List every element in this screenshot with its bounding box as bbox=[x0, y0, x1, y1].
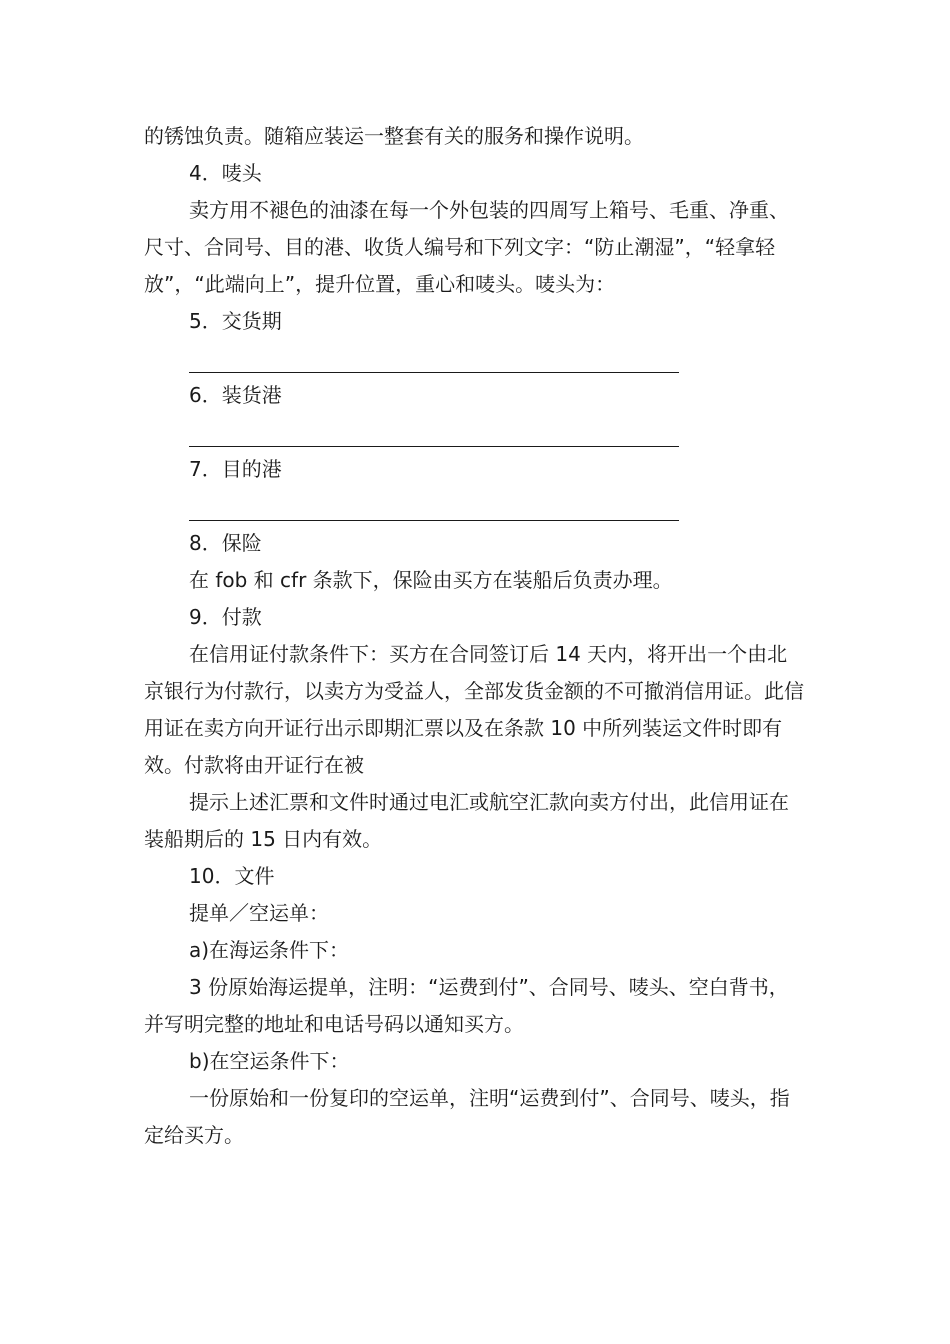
blank-fill-line bbox=[189, 340, 679, 377]
heading-destination-port: 7．目的港 bbox=[189, 457, 282, 481]
paragraph-shipping-marks: 卖方用不褪色的油漆在每一个外包装的四周写上箱号、毛重、净重、尺寸、合同号、目的港、收货人编号和下列文字：“防止潮湿”，“轻拿轻放”，“此端向上”，提升位置，重心和唛头。唛头为： bbox=[144, 198, 789, 296]
heading-insurance: 8．保险 bbox=[189, 531, 262, 555]
heading-documents: 10．文件 bbox=[189, 864, 275, 888]
paragraph-sea-transport: a)在海运条件下： bbox=[189, 938, 350, 962]
heading-payment: 9．付款 bbox=[189, 605, 262, 629]
blank-fill-line bbox=[189, 414, 679, 451]
heading-shipping-marks: 4．唛头 bbox=[189, 161, 262, 185]
paragraph-payment-a: 在信用证付款条件下：买方在合同签订后 14 天内，将开出一个由北京银行为付款行，以卖方为受益人，全部发货金额的不可撤消信用证。此信用证在卖方向开证行出示即期汇票以及在条款 10 中所列装运文件时即有效。付款将由开证行在被 bbox=[144, 642, 804, 777]
paragraph-continued: 的锈蚀负责。随箱应装运一整套有关的服务和操作说明。 bbox=[144, 124, 644, 148]
paragraph-air-transport: b)在空运条件下： bbox=[189, 1049, 350, 1073]
heading-loading-port: 6．装货港 bbox=[189, 383, 282, 407]
paragraph-sea-bill-details: 3 份原始海运提单，注明：“运费到付”、合同号、唛头、空白背书，并写明完整的地址和电话号码以通知买方。 bbox=[144, 975, 789, 1036]
paragraph-insurance: 在 fob 和 cfr 条款下，保险由买方在装船后负责办理。 bbox=[189, 568, 673, 592]
blank-fill-line bbox=[189, 488, 679, 525]
paragraph-bill-of-lading: 提单／空运单： bbox=[189, 901, 329, 925]
document-body bbox=[144, 118, 806, 1154]
paragraph-air-waybill-details: 一份原始和一份复印的空运单，注明“运费到付”、合同号、唛头，指定给买方。 bbox=[144, 1086, 790, 1147]
heading-delivery-time: 5．交货期 bbox=[189, 309, 282, 333]
paragraph-payment-b: 提示上述汇票和文件时通过电汇或航空汇款向卖方付出，此信用证在装船期后的 15 日内有效。 bbox=[144, 790, 789, 851]
